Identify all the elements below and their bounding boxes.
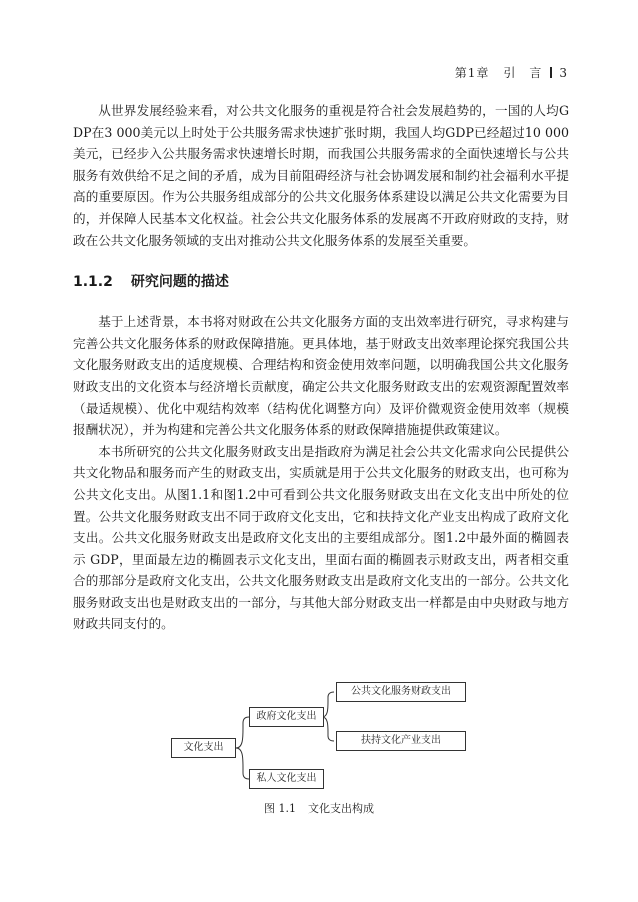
chapter-title: 引 言: [503, 66, 543, 80]
chapter-label: 第1章: [454, 66, 490, 80]
paragraph-definition: 本书所研究的公共文化服务财政支出是指政府为满足社会公共文化需求向公民提供公共文化物品和服务而产生的财政支出，实质就是用于公共文化服务的财政支出，也可称为公共文化支出。从图1.1和图1.2中可看到公共文化服务财政支出在文化支出中所处的位置。公共文化服务财政支出不同于政府文化支出，它和扶持文化产业支出构成了政府文化支出。公共文化服务财政支出是政府文化支出的主要组成部分。图1.2中最外面的椭圆表示 GDP，里面最左边的椭圆表示文化支出，里面右面的椭圆表示财政支出，两者相交重合的那部分是政府文化支出，公共文化服务财政支出是政府文化支出的一部分。公共文化服务财政支出也是财政支出的一部分，与其他大部分财政支出一样都是由中央财政与地方财政共同支付的。: [73, 443, 569, 632]
connector-gov: [236, 717, 249, 748]
connector-private: [236, 748, 249, 779]
section-number: 1.1.2: [73, 274, 113, 291]
page-content: [73, 100, 569, 635]
page-header: [455, 64, 568, 81]
section-title: 研究问题的描述: [130, 274, 229, 291]
figure-caption: [0, 800, 638, 816]
paragraph-background: 基于上述背景，本书将对财政在公共文化服务方面的支出效率进行研究，寻求构建与完善公共文化服务体系的财政保障措施。更具体地，基于财政支出效率理论探究我国公共文化服务财政支出的适度规模、合理结构和资金使用效率问题，以明确我国公共文化服务财政支出的文化资本与经济增长贡献度，确定公共文化服务财政支出的宏观资源配置效率（最适规模）、优化中观结构效率（结构优化调整方向）及评价微观资金使用效率（规模报酬状况），并为构建和完善公共文化服务体系的财政保障措施提供政策建议。: [73, 314, 569, 438]
figure-title: 文化支出构成: [308, 802, 374, 815]
figure-number: 图 1.1: [264, 802, 296, 815]
box-private-culture-expenditure: 私人文化支出: [249, 769, 324, 789]
box-culture-expenditure: 文化支出: [171, 738, 236, 758]
box-public-cultural-service-expenditure: 公共文化服务财政支出: [336, 682, 466, 702]
header-separator: [550, 67, 552, 78]
box-government-culture-expenditure: 政府文化支出: [249, 707, 324, 727]
page-number: 3: [559, 65, 568, 80]
section-heading: [73, 272, 569, 292]
box-cultural-industry-support-expenditure: 扶持文化产业支出: [336, 731, 466, 751]
paragraph-intro: 从世界发展经验来看，对公共文化服务的重视是符合社会发展趋势的，一国的人均GDP在3 000美元以上时处于公共服务需求快速扩张时期，我国人均GDP已经超过10 000美元，已经步入公共服务需求快速增长时期，而我国公共服务需求的全面快速增长与公共服务有效供给不足之间的矛盾，成为目前阻碍经济与社会协调发展和制约社会福利水平提高的重要原因。作为公共服务组成部分的公共文化服务体系建设以满足公共文化需要为目的，并保障人民基本文化权益。社会公共文化服务体系的发展离不开政府财政的支持，财政在公共文化服务领域的支出对推动公共文化服务体系的发展至关重要。: [73, 103, 569, 248]
